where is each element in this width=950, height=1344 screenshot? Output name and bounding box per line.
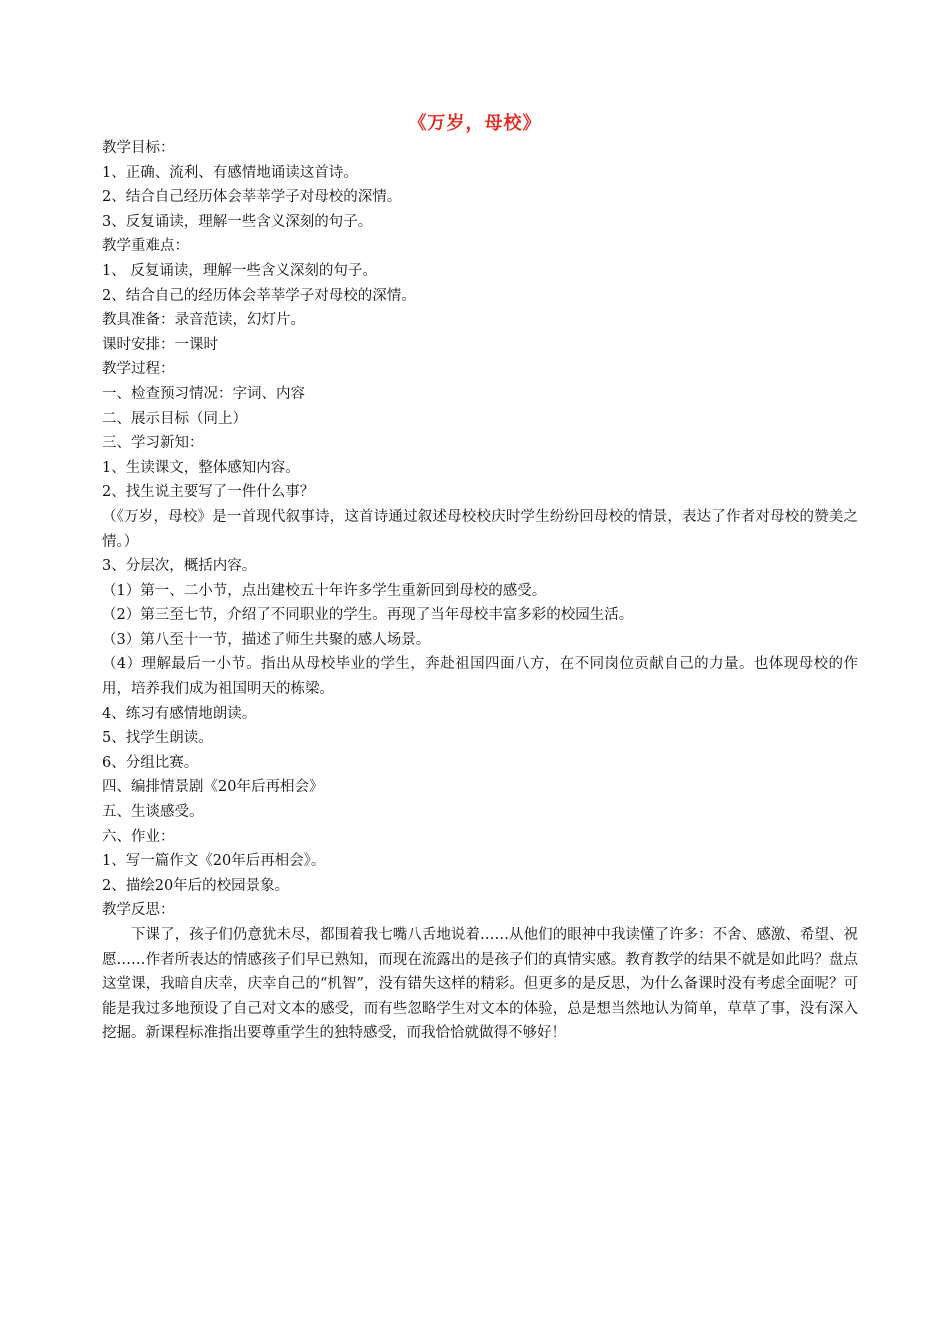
- text-line: 教学反思：: [102, 902, 175, 919]
- text-line: 4、练习有感情地朗读。: [102, 705, 257, 722]
- text-line: 6、分组比赛。: [102, 754, 199, 771]
- section4-paragraph: （4）理解最后一小节。指出从母校毕业的学生，奔赴祖国四面八方，在不同岗位贡献自己的力量。也体现母校的作用，培养我们成为祖国明天的栋梁。: [102, 656, 858, 698]
- text-line: 3、反复诵读，理解一些含义深刻的句子。: [102, 213, 373, 230]
- text-line: 2、找生说主要写了一件什么事？: [102, 484, 315, 501]
- text-line: 2、结合自己经历体会莘莘学子对母校的深情。: [102, 189, 402, 206]
- text-line: 课时安排：一课时: [102, 336, 218, 353]
- text-line: 5、找学生朗读。: [102, 730, 213, 747]
- text-line: 二、展示目标（同上）: [102, 410, 247, 427]
- text-line: 教具准备：录音范读，幻灯片。: [102, 312, 305, 329]
- text-line: （3）第八至十一节，描述了师生共聚的感人场景。: [102, 631, 431, 648]
- text-line: 2、描绘20年后的校园景象。: [102, 877, 290, 894]
- text-line: （2）第三至七节，介绍了不同职业的学生。再现了当年母校丰富多彩的校园生活。: [102, 607, 634, 624]
- text-line: 三、学习新知：: [102, 435, 204, 452]
- text-line: 教学过程：: [102, 361, 175, 378]
- text-line: 3、分层次，概括内容。: [102, 558, 257, 575]
- summary-paragraph: （《万岁，母校》是一首现代叙事诗，这首诗通过叙述母校校庆时学生纷纷回母校的情景，表达了作者对母校的赞美之情。）: [102, 508, 858, 550]
- text-line: 1、写一篇作文《20年后再相会》。: [102, 853, 326, 870]
- text-line: 教学目标：: [102, 140, 175, 156]
- text-line: 教学重难点：: [102, 238, 189, 255]
- text-line: 六、作业：: [102, 828, 175, 845]
- text-line: 五、生谈感受。: [102, 804, 204, 821]
- text-line: 1、生读课文，整体感知内容。: [102, 459, 300, 476]
- text-line: 一、检查预习情况：字词、内容: [102, 385, 305, 402]
- text-line: 1、正确、流利、有感情地诵读这首诗。: [102, 164, 358, 181]
- document-title: 《万岁，母校》: [408, 113, 542, 134]
- reflection-paragraph: 下课了，孩子们仍意犹未尽，都围着我七嘴八舌地说着……从他们的眼神中我读懂了许多：不舍、感激、希望、祝愿……作者所表达的情感孩子们早已熟知，而现在流露出的是孩子们的真情实感。教育教学的结果不就是如此吗？盘点这堂课，我暗自庆幸，庆幸自己的“机智”，没有错失这样的精彩。但更多的是反思，为什么备课时没有考虑全面呢？可能是我过多地预设了自己对文本的感受，而有些忽略学生对文本的体验，总是想当然地认为简单，草草了事，没有深入挖掘。新课程标准指出要尊重学生的独特感受，而我恰恰就做得不够好！: [102, 927, 858, 1042]
- text-line: 1、 反复诵读，理解一些含义深刻的句子。: [102, 262, 377, 279]
- text-line: （1）第一、二小节，点出建校五十年许多学生重新回到母校的感受。: [102, 582, 547, 599]
- document-body: [102, 136, 858, 1046]
- text-line: 2、结合自己的经历体会莘莘学子对母校的深情。: [102, 287, 416, 304]
- text-line: 四、编排情景剧《20年后再相会》: [102, 779, 324, 796]
